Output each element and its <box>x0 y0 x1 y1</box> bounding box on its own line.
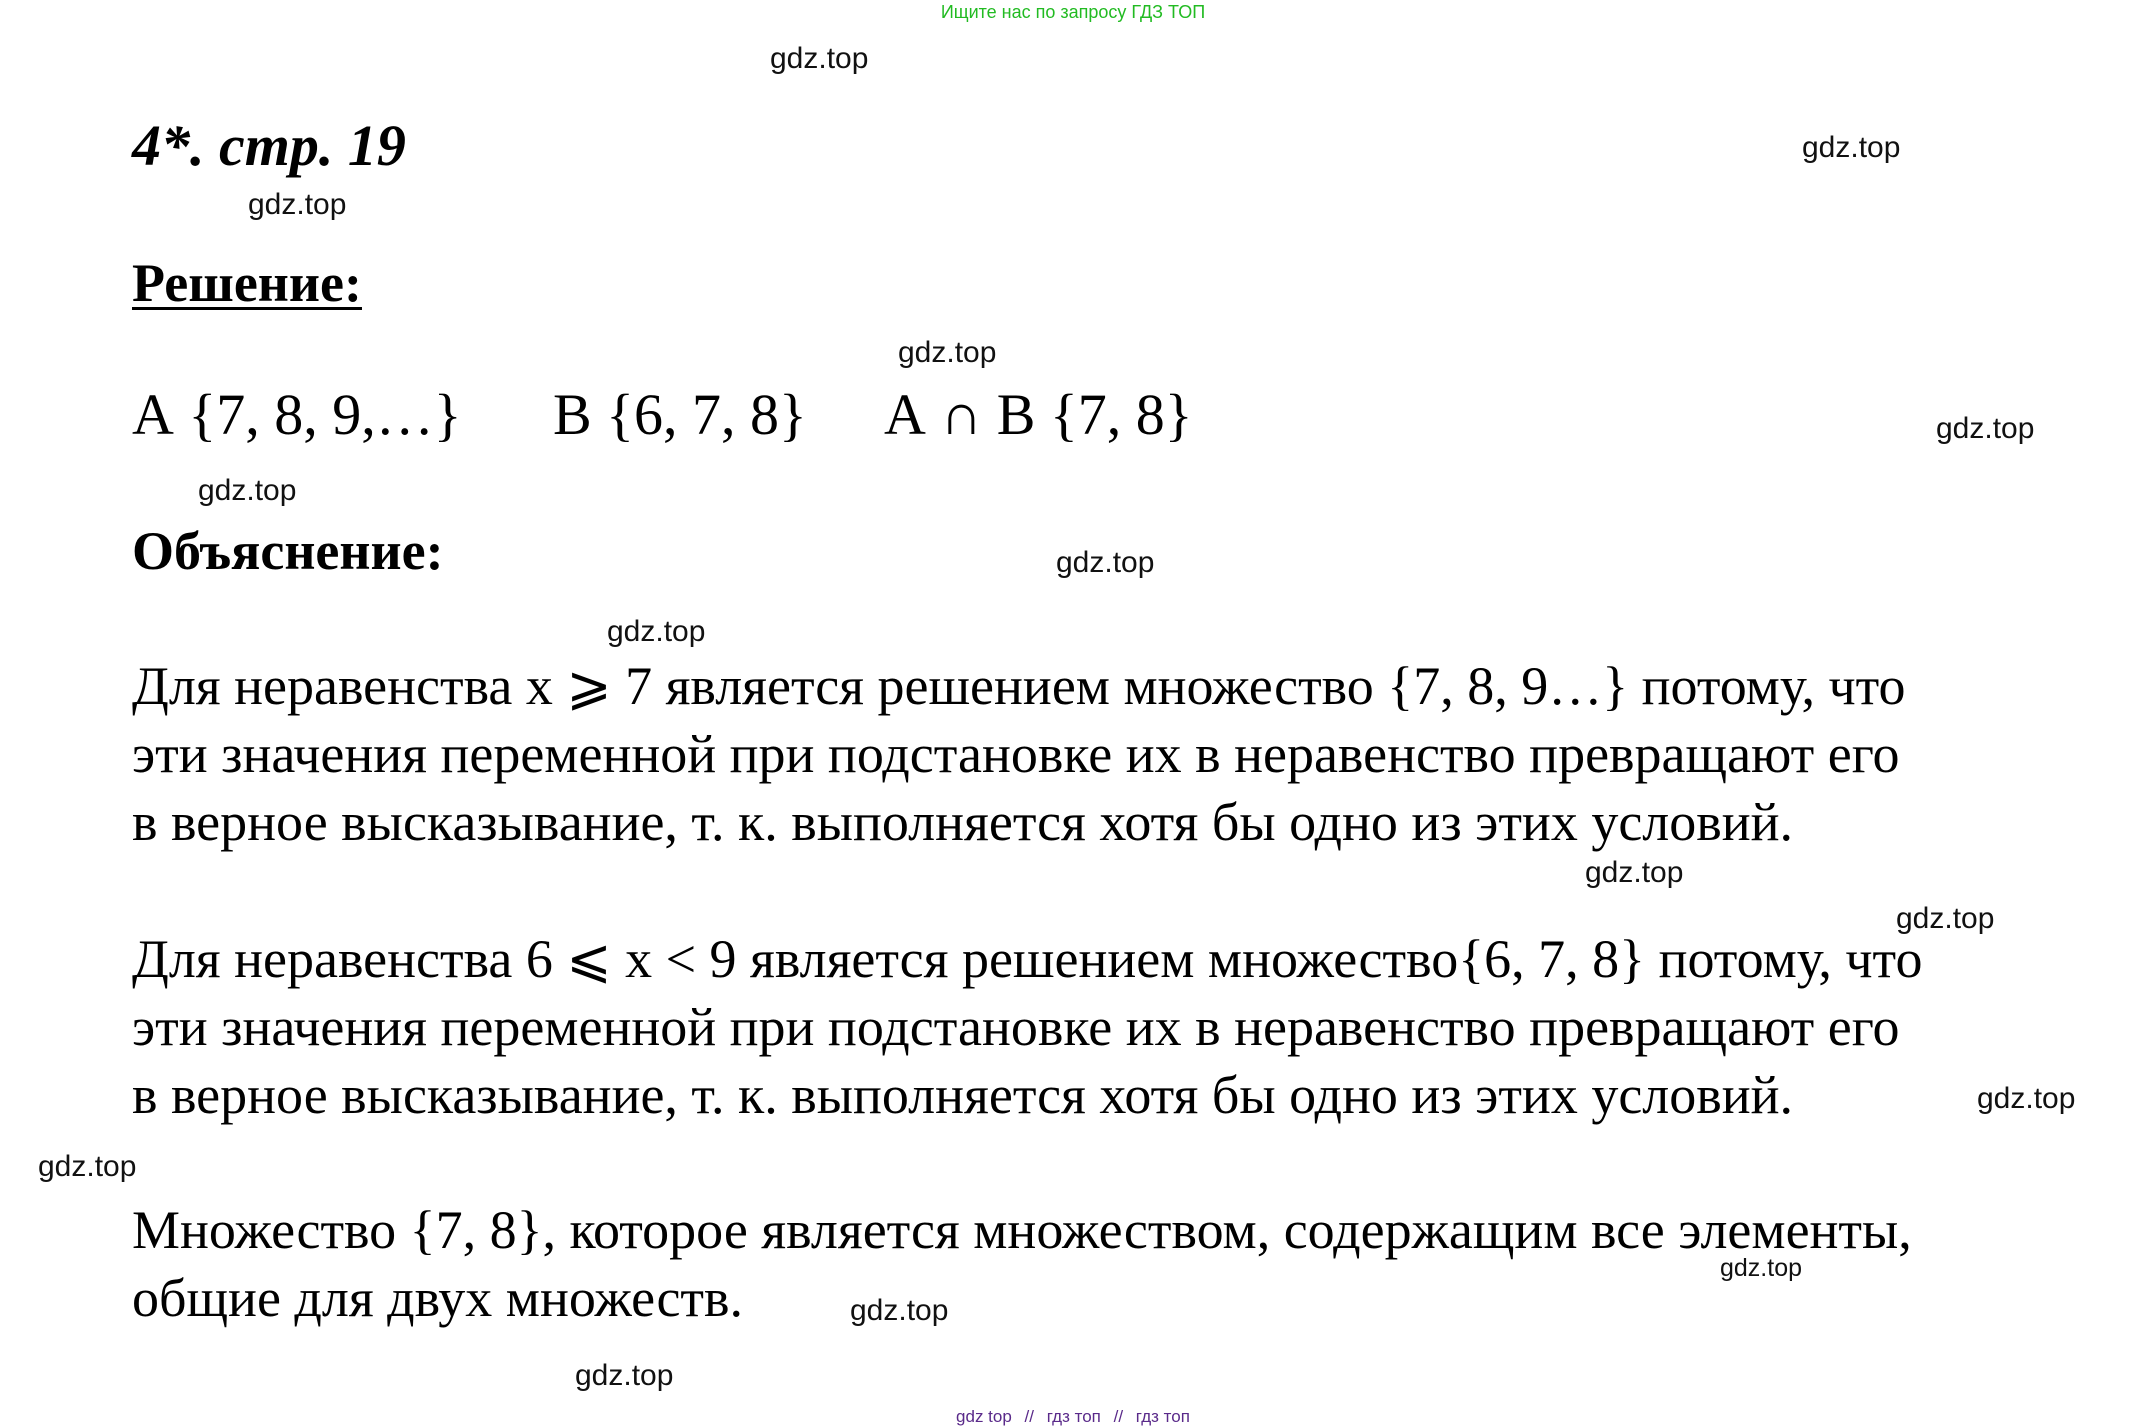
set-b: В {6, 7, 8} <box>553 382 807 447</box>
paragraph-line: в верное высказывание, т. к. выполняется хотя бы одно из этих условий. <box>132 792 1794 852</box>
explanation-heading: Объяснение: <box>132 521 444 581</box>
paragraph-line: эти значения переменной при подстановке их в неравенство превращают его <box>132 724 1900 784</box>
top-banner[interactable]: Ищите нас по запросу ГДЗ ТОП <box>940 2 1206 22</box>
task-title: 4*. стр. 19 <box>132 113 406 178</box>
watermark: gdz.top <box>38 1150 137 1183</box>
set-intersection: А ∩ В {7, 8} <box>884 382 1193 447</box>
watermark: gdz.top <box>575 1359 674 1392</box>
paragraph-line: Для неравенства х ⩾ 7 является решением множество {7, 8, 9…} потому, что <box>132 656 1906 716</box>
footer-separator: // <box>1113 1407 1124 1426</box>
watermark: gdz.top <box>770 42 869 75</box>
explanation-paragraph-1 <box>132 652 2122 856</box>
watermark: gdz.top <box>607 615 706 648</box>
footer-separator: // <box>1024 1407 1034 1426</box>
watermark: gdz.top <box>1056 546 1155 579</box>
footer-link-gdz-top-ru-2[interactable]: гдз топ <box>1135 1407 1190 1426</box>
watermark: gdz.top <box>1585 856 1684 889</box>
solution-heading: Решение: <box>132 253 362 313</box>
paragraph-line: Множество {7, 8}, которое является множеством, содержащим все элементы, <box>132 1200 1912 1260</box>
footer-links <box>0 1407 2146 1427</box>
watermark: gdz.top <box>898 336 997 369</box>
watermark: gdz.top <box>198 474 297 507</box>
paragraph-line: общие для двух множеств. <box>132 1268 744 1328</box>
watermark: gdz.top <box>248 188 347 221</box>
watermark: gdz.top <box>1936 412 2035 445</box>
footer-link-gdz-top-ru[interactable]: гдз топ <box>1046 1407 1101 1426</box>
watermark: gdz.top <box>1802 131 1901 164</box>
set-a: А {7, 8, 9,…} <box>132 382 462 447</box>
footer-link-gdz-top[interactable]: gdz top <box>956 1407 1012 1426</box>
watermark: gdz.top <box>850 1294 949 1327</box>
watermark: gdz.top <box>1720 1254 1803 1282</box>
paragraph-line: в верное высказывание, т. к. выполняется хотя бы одно из этих условий. <box>132 1065 1794 1125</box>
paragraph-line: Для неравенства 6 ⩽ х < 9 является решением множество{6, 7, 8} потому, что <box>132 929 1923 989</box>
explanation-paragraph-3 <box>132 1196 2122 1332</box>
explanation-paragraph-2 <box>132 925 2122 1129</box>
paragraph-line: эти значения переменной при подстановке их в неравенство превращают его <box>132 997 1900 1057</box>
watermark: gdz.top <box>1977 1082 2076 1115</box>
watermark: gdz.top <box>1896 902 1995 935</box>
